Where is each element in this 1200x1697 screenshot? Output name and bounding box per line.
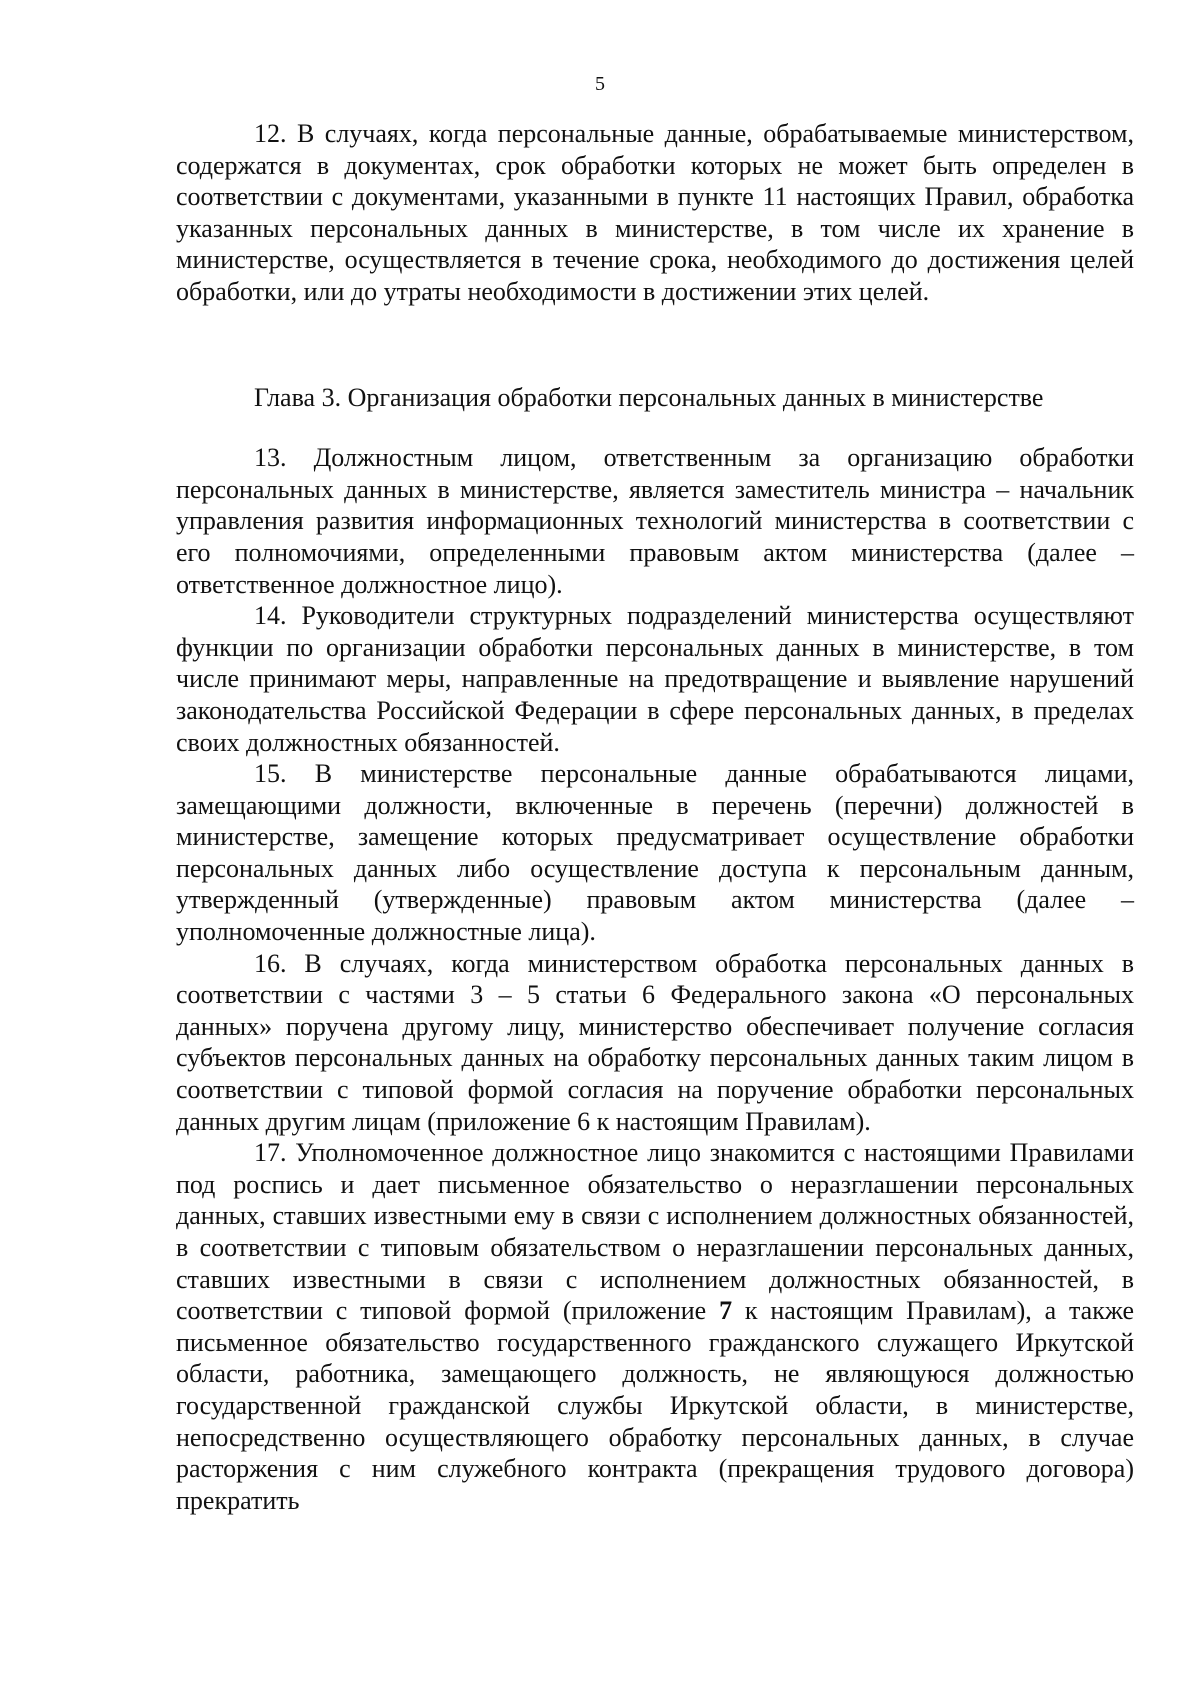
paragraph-12: 12. В случаях, когда персональные данные, обрабатываемые министерством, содержатся в документах, срок обработки которых не может быть определен в соответствии с документами, указанными в пункте 11 настоящих Правил, обработка указанных персональных данных в министерстве, в том числе их хранение в министерстве, осуществляется в течение срока, необходимого до достижения целей обработки, или до утраты необходимости в достижении этих целей. [176, 119, 1134, 306]
paragraph-17-text-start: 17. Уполномоченное должностное лицо знакомится с настоящими Правилами под роспись и дает письменное обязательство о неразглашении персональных данных, ставших известными ему в связи с исполнением должностных обязанностей, в соответствии с типовым обязательством о неразглашении персональных данных, ставших известными в связи с исполнением должностных обязанностей, в соответствии с типовой формой (приложение [176, 1138, 1134, 1326]
appendix-number-bold: 7 [719, 1296, 733, 1326]
paragraph-14: 14. Руководители структурных подразделений министерства осуществляют функции по организации обработки персональных данных в министерстве, в том числе принимают меры, направленные на предотвращение и выявление нарушений законодательства Российской Федерации в сфере персональных данных, в пределах своих должностных обязанностей. [176, 601, 1134, 757]
chapter-heading: Глава 3. Организация обработки персональных данных в министерстве [254, 382, 1044, 412]
paragraph-17-text-end: к настоящим Правилам), а также письменное обязательство государственного гражданского служащего Иркутской области, работника, замещающего должность, не являющуюся должностью государственной гражданской службы Иркутской области, в министерстве, непосредственно осуществляющего обработку персональных данных, в случае расторжения с ним служебного контракта (прекращения трудового договора) прекратить [176, 1296, 1134, 1515]
paragraph-17 [176, 1137, 1134, 1516]
page-number: 5 [595, 73, 605, 95]
paragraph-15: 15. В министерстве персональные данные обрабатываются лицами, замещающими должности, включенные в перечень (перечни) должностей в министерстве, замещение которых предусматривает осуществление обработки персональных данных либо осуществление доступа к персональным данным, утвержденный (утвержденные) правовым актом министерства (далее – уполномоченные должностные лица). [176, 759, 1134, 947]
paragraph-13: 13. Должностным лицом, ответственным за организацию обработки персональных данных в министерстве, является заместитель министра – начальник управления развития информационных технологий министерства в соответствии с его полномочиями, определенными правовым актом министерства (далее – ответственное должностное лицо). [176, 443, 1134, 599]
paragraph-16: 16. В случаях, когда министерством обработка персональных данных в соответствии с частями 3 – 5 статьи 6 Федерального закона «О персональных данных» поручена другому лицу, министерство обеспечивает получение согласия субъектов персональных данных на обработку персональных данных таким лицом в соответствии с типовой формой согласия на поручение обработки персональных данных другим лицам (приложение 6 к настоящим Правилам). [176, 948, 1134, 1136]
document-body [176, 118, 1134, 1516]
